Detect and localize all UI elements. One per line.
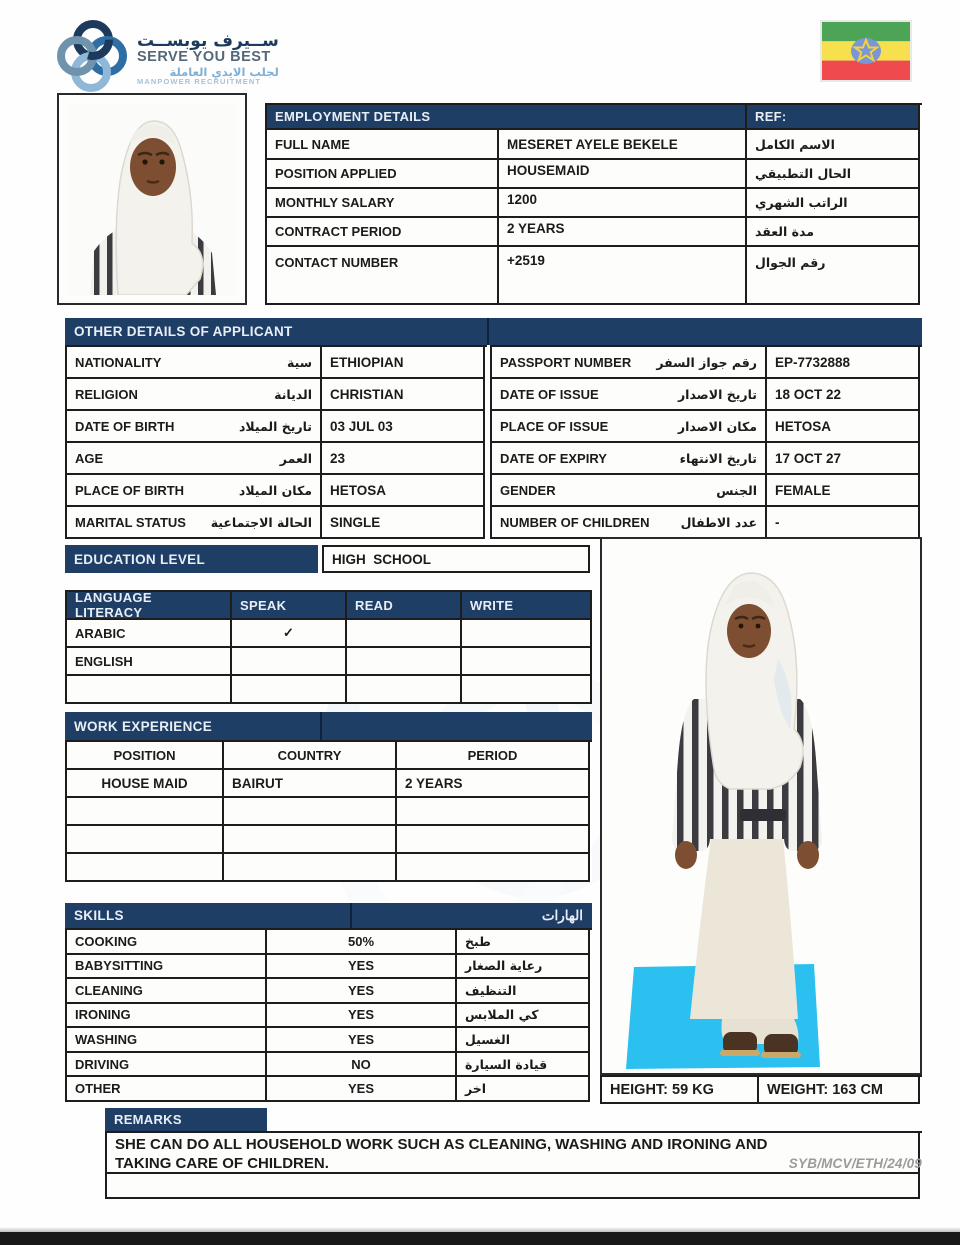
experience-period (397, 854, 590, 882)
field-label: FULL NAME (267, 130, 499, 160)
education-level-value: HIGH SCHOOL (322, 545, 590, 573)
field-arabic-label: تاريخ الاصدار (677, 386, 757, 402)
experience-country: BAIRUT (224, 770, 397, 798)
field-value: HETOSA (767, 411, 920, 443)
column-header: READ (347, 592, 462, 620)
experience-period (397, 798, 590, 826)
skill-value: YES (267, 1004, 457, 1029)
remarks-text: SHE CAN DO ALL HOUSEHOLD WORK SUCH AS CLEANING, WASHING AND IRONING AND TAKING CARE OF CHILDREN. (107, 1133, 920, 1174)
column-header: POSITION (67, 742, 224, 770)
agency-logo (55, 14, 285, 104)
employment-title: EMPLOYMENT DETAILS (267, 105, 747, 130)
field-label: MONTHLY SALARY (267, 189, 499, 218)
field-arabic-label: رقم الجوال (747, 247, 920, 305)
field-label: MARITAL STATUS الحالة الاجتماعية (67, 507, 322, 539)
field-arabic-label: مدة العقد (747, 218, 920, 247)
field-value: +2519 (499, 247, 747, 305)
experience-position (67, 798, 224, 826)
other-details-left-table (65, 345, 487, 539)
education-level-header (65, 545, 318, 573)
language-name (67, 676, 232, 704)
header-divider (487, 318, 489, 345)
field-label: CONTACT NUMBER (267, 247, 499, 305)
skills-title: SKILLS (74, 908, 124, 923)
field-label: POSITION APPLIED (267, 160, 499, 189)
field-label: DATE OF ISSUE تاريخ الاصدار (492, 379, 767, 411)
experience-country (224, 798, 397, 826)
field-value: ETHIOPIAN (322, 347, 485, 379)
employment-details-table (265, 103, 922, 305)
height-value: HEIGHT: 59 KG (602, 1077, 759, 1104)
applicant-fullbody-photo (600, 537, 922, 1075)
field-label: AGE العمر (67, 443, 322, 475)
field-arabic-label: سية (287, 354, 312, 370)
skill-value: YES (267, 1077, 457, 1102)
field-value: HOUSEMAID (499, 160, 747, 189)
remarks-empty-row (107, 1174, 920, 1199)
field-value: 03 JUL 03 (322, 411, 485, 443)
ethiopia-flag-icon (820, 20, 912, 82)
field-value: 1200 (499, 189, 747, 218)
language-write-cell (462, 620, 592, 648)
field-arabic-label: رقم جواز السفر (656, 354, 757, 370)
column-header: PERIOD (397, 742, 590, 770)
field-label: DATE OF EXPIRY تاريخ الانتهاء (492, 443, 767, 475)
field-value: CHRISTIAN (322, 379, 485, 411)
logo-arabic-name: ســيرف يوبســت (137, 30, 279, 51)
field-value: EP-7732888 (767, 347, 920, 379)
field-arabic-label: مكان الاصدار (677, 418, 757, 434)
skill-label: COOKING (67, 930, 267, 955)
column-header: COUNTRY (224, 742, 397, 770)
field-arabic-label: الديانة (274, 386, 312, 402)
field-value: MESERET AYELE BEKELE (499, 130, 747, 160)
experience-country (224, 854, 397, 882)
field-value: 23 (322, 443, 485, 475)
experience-position (67, 826, 224, 854)
skill-value: YES (267, 979, 457, 1004)
skill-label: WASHING (67, 1028, 267, 1053)
work-experience-header (65, 712, 592, 740)
column-header: SPEAK (232, 592, 347, 620)
field-arabic-label: الحالة الاجتماعية (210, 514, 312, 530)
field-value: FEMALE (767, 475, 920, 507)
other-details-title: OTHER DETAILS OF APPLICANT (74, 324, 293, 339)
language-write-cell (462, 648, 592, 676)
field-label: DATE OF BIRTH تاريخ الميلاد (67, 411, 322, 443)
portrait-illustration (68, 103, 236, 295)
language-name: ENGLISH (67, 648, 232, 676)
logo-english-tagline: MANPOWER RECRUITMENT (137, 76, 262, 86)
field-arabic-label: الجنس (716, 482, 757, 498)
experience-position: HOUSE MAID (67, 770, 224, 798)
skill-value: NO (267, 1053, 457, 1078)
employment-ref-label: REF: (747, 105, 920, 130)
skill-arabic-label: قيادة السيارة (457, 1053, 590, 1078)
field-arabic-label: تاريخ الميلاد (238, 418, 312, 434)
work-experience-table (65, 740, 592, 882)
logo-arabic-tagline: لجلب الايدي العاملة (169, 64, 279, 79)
field-value: 17 OCT 27 (767, 443, 920, 475)
skill-value: 50% (267, 930, 457, 955)
skill-label: CLEANING (67, 979, 267, 1004)
language-name: ARABIC (67, 620, 232, 648)
field-label: NATIONALITY سية (67, 347, 322, 379)
language-read-cell (347, 676, 462, 704)
field-arabic-label: مكان الميلاد (238, 482, 312, 498)
skill-label: IRONING (67, 1004, 267, 1029)
language-read-cell (347, 648, 462, 676)
logo-rings-icon (55, 14, 129, 100)
language-literacy-table (65, 590, 592, 704)
document-ref-code: SYB/MCV/ETH/24/09 (788, 1156, 922, 1171)
skill-arabic-label: طبخ (457, 930, 590, 955)
skill-label: OTHER (67, 1077, 267, 1102)
fullbody-illustration (602, 539, 920, 1073)
experience-position (67, 854, 224, 882)
language-speak-cell (232, 648, 347, 676)
applicant-portrait-photo (57, 93, 247, 305)
field-arabic-label: العمر (279, 450, 312, 466)
weight-value: WEIGHT: 163 CM (759, 1077, 920, 1104)
skill-value: YES (267, 955, 457, 980)
experience-country (224, 826, 397, 854)
body-metrics-row (600, 1075, 922, 1104)
field-label: PASSPORT NUMBER رقم جواز السفر (492, 347, 767, 379)
column-header: LANGUAGE LITERACY (67, 592, 232, 620)
field-arabic-label: الحال التطبيقي (747, 160, 920, 189)
header-divider (350, 903, 352, 928)
scan-edge-band (0, 1232, 960, 1245)
other-details-right-table (490, 345, 922, 539)
experience-period (397, 826, 590, 854)
field-value: - (767, 507, 920, 539)
field-label: GENDER الجنس (492, 475, 767, 507)
field-label: PLACE OF ISSUE مكان الاصدار (492, 411, 767, 443)
work-experience-title: WORK EXPERIENCE (74, 718, 213, 734)
field-arabic-label: الراتب الشهري (747, 189, 920, 218)
language-speak-cell (232, 676, 347, 704)
skills-title-arabic: الهارات (541, 907, 583, 923)
skill-arabic-label: الغسيل (457, 1028, 590, 1053)
field-value: 18 OCT 22 (767, 379, 920, 411)
skill-arabic-label: كي الملابس (457, 1004, 590, 1029)
skill-arabic-label: التنظيف (457, 979, 590, 1004)
skill-value: YES (267, 1028, 457, 1053)
skills-table (65, 928, 592, 1102)
field-value: HETOSA (322, 475, 485, 507)
other-details-header (65, 318, 922, 345)
skills-header (65, 903, 592, 928)
language-write-cell (462, 676, 592, 704)
checkmark-icon: ✓ (232, 620, 347, 648)
language-read-cell (347, 620, 462, 648)
field-value: SINGLE (322, 507, 485, 539)
remarks-header (105, 1108, 267, 1131)
field-value: 2 YEARS (499, 218, 747, 247)
field-label: PLACE OF BIRTH مكان الميلاد (67, 475, 322, 507)
skill-label: BABYSITTING (67, 955, 267, 980)
skill-arabic-label: اخر (457, 1077, 590, 1102)
header-divider (320, 712, 322, 740)
field-label: NUMBER OF CHILDREN عدد الاطفال (492, 507, 767, 539)
field-arabic-label: تاريخ الانتهاء (679, 450, 757, 466)
education-level-label: EDUCATION LEVEL (74, 551, 206, 567)
field-arabic-label: عدد الاطفال (680, 514, 757, 530)
field-label: RELIGION الديانة (67, 379, 322, 411)
field-arabic-label: الاسم الكامل (747, 130, 920, 160)
remarks-title: REMARKS (114, 1112, 182, 1127)
experience-period: 2 YEARS (397, 770, 590, 798)
logo-english-name: SERVE YOU BEST (137, 49, 271, 66)
skill-label: DRIVING (67, 1053, 267, 1078)
field-label: CONTRACT PERIOD (267, 218, 499, 247)
skill-arabic-label: رعاية الصغار (457, 955, 590, 980)
column-header: WRITE (462, 592, 592, 620)
